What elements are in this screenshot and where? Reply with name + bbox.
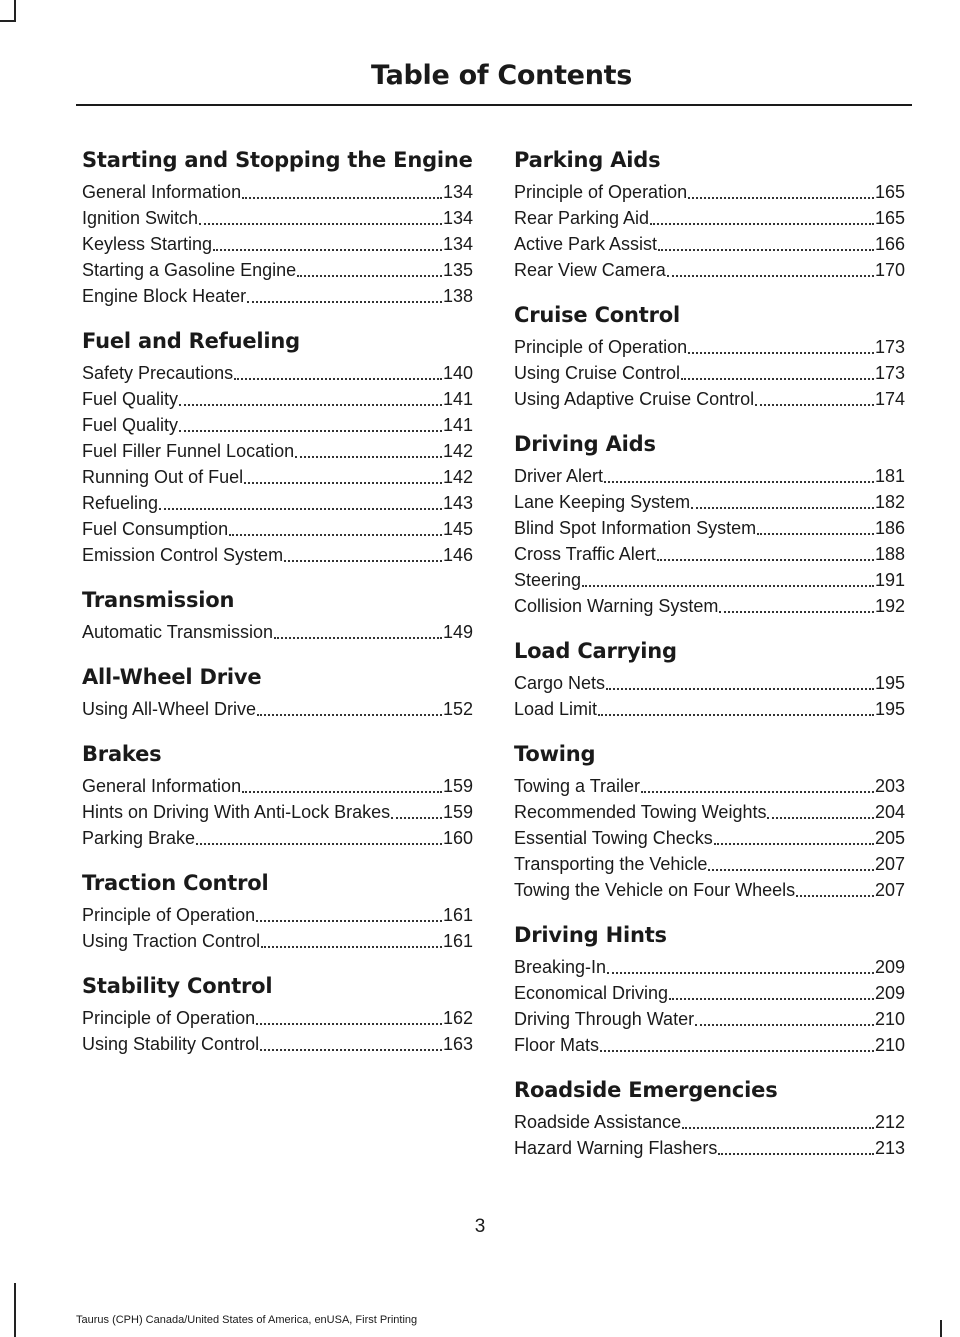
toc-entry-page: 182 bbox=[874, 492, 905, 512]
toc-entry-page: 134 bbox=[442, 182, 473, 202]
toc-entry[interactable] bbox=[514, 1109, 905, 1135]
toc-entry-page: 165 bbox=[874, 208, 905, 228]
dot-leader bbox=[274, 631, 442, 639]
toc-section bbox=[82, 871, 473, 954]
dot-leader bbox=[598, 708, 874, 716]
toc-entry[interactable] bbox=[82, 516, 473, 542]
toc-entry-page: 159 bbox=[442, 802, 473, 822]
toc-section bbox=[514, 303, 905, 412]
footer-text: Taurus (CPH) Canada/United States of America, enUSA, First Printing bbox=[76, 1314, 418, 1326]
toc-entry-page: 141 bbox=[442, 389, 473, 409]
dot-leader bbox=[295, 450, 442, 458]
toc-entry[interactable] bbox=[82, 179, 473, 205]
toc-entry[interactable] bbox=[514, 799, 905, 825]
dot-leader bbox=[199, 217, 442, 225]
toc-entry-page: 210 bbox=[874, 1035, 905, 1055]
toc-entry-page: 138 bbox=[442, 286, 473, 306]
toc-entry[interactable] bbox=[82, 438, 473, 464]
toc-section bbox=[82, 742, 473, 851]
toc-entry-label: Floor Mats bbox=[514, 1035, 600, 1055]
toc-entry-page: 159 bbox=[442, 776, 473, 796]
toc-entry[interactable] bbox=[514, 489, 905, 515]
toc-entry[interactable] bbox=[514, 334, 905, 360]
dot-leader bbox=[261, 940, 442, 948]
section-heading: Transmission bbox=[82, 588, 235, 612]
toc-entry-page: 143 bbox=[442, 493, 473, 513]
toc-entry[interactable] bbox=[82, 464, 473, 490]
toc-entry[interactable] bbox=[514, 1135, 905, 1161]
toc-entry[interactable] bbox=[82, 619, 473, 645]
dot-leader bbox=[641, 785, 874, 793]
toc-section bbox=[82, 148, 473, 309]
toc-entry-label: Automatic Transmission bbox=[82, 622, 274, 642]
toc-entry-label: Ignition Switch bbox=[82, 208, 199, 228]
toc-right-column bbox=[514, 148, 905, 1181]
dot-leader bbox=[229, 528, 442, 536]
section-heading: Cruise Control bbox=[514, 303, 680, 327]
dot-leader bbox=[297, 269, 442, 277]
toc-entry-page: 207 bbox=[874, 854, 905, 874]
toc-entry-page: 135 bbox=[442, 260, 473, 280]
section-heading: Parking Aids bbox=[514, 148, 661, 172]
toc-entry[interactable] bbox=[514, 851, 905, 877]
toc-entry[interactable] bbox=[82, 231, 473, 257]
toc-entry-page: 203 bbox=[874, 776, 905, 796]
toc-entry-label: Breaking-In bbox=[514, 957, 607, 977]
dot-leader bbox=[242, 785, 442, 793]
toc-entry[interactable] bbox=[514, 1032, 905, 1058]
section-heading: Towing bbox=[514, 742, 596, 766]
section-heading: Traction Control bbox=[82, 871, 269, 895]
dot-leader bbox=[767, 811, 873, 819]
dot-leader bbox=[582, 579, 874, 587]
toc-entry-page: 142 bbox=[442, 467, 473, 487]
toc-entry-label: Starting a Gasoline Engine bbox=[82, 260, 297, 280]
toc-entry-label: Cross Traffic Alert bbox=[514, 544, 656, 564]
toc-section bbox=[514, 742, 905, 903]
crop-mark-bottom-right bbox=[940, 1320, 942, 1337]
toc-entry-label: General Information bbox=[82, 776, 242, 796]
dot-leader bbox=[606, 682, 874, 690]
toc-entry-label: Rear Parking Aid bbox=[514, 208, 650, 228]
toc-entry-page: 173 bbox=[874, 337, 905, 357]
section-heading: Stability Control bbox=[82, 974, 273, 998]
toc-entry-label: Using Stability Control bbox=[82, 1034, 260, 1054]
dot-leader bbox=[159, 502, 442, 510]
dot-leader bbox=[688, 346, 874, 354]
header-divider bbox=[76, 104, 912, 106]
toc-entry-label: Collision Warning System bbox=[514, 596, 719, 616]
dot-leader bbox=[796, 889, 874, 897]
dot-leader bbox=[682, 1121, 874, 1129]
toc-entry-label: Fuel Quality bbox=[82, 415, 179, 435]
toc-entry-page: 210 bbox=[874, 1009, 905, 1029]
dot-leader bbox=[658, 243, 874, 251]
toc-entry[interactable] bbox=[514, 463, 905, 489]
toc-entry-label: Towing the Vehicle on Four Wheels bbox=[514, 880, 796, 900]
toc-entry[interactable] bbox=[514, 877, 905, 903]
crop-mark-bottom-left bbox=[14, 1283, 16, 1337]
toc-entry-page: 212 bbox=[874, 1112, 905, 1132]
dot-leader bbox=[256, 914, 442, 922]
toc-entry-label: Steering bbox=[514, 570, 582, 590]
dot-leader bbox=[260, 1043, 442, 1051]
dot-leader bbox=[604, 475, 874, 483]
toc-entry-label: Rear View Camera bbox=[514, 260, 666, 280]
toc-entry[interactable] bbox=[514, 231, 905, 257]
dot-leader bbox=[247, 295, 442, 303]
dot-leader bbox=[284, 554, 442, 562]
toc-section bbox=[514, 1078, 905, 1161]
toc-entry[interactable] bbox=[514, 257, 905, 283]
toc-entry-page: 207 bbox=[874, 880, 905, 900]
page-number: 3 bbox=[474, 1216, 486, 1237]
toc-entry-label: Towing a Trailer bbox=[514, 776, 641, 796]
dot-leader bbox=[256, 1017, 442, 1025]
dot-leader bbox=[755, 398, 874, 406]
toc-entry-page: 140 bbox=[442, 363, 473, 383]
toc-entry-label: General Information bbox=[82, 182, 242, 202]
toc-entry[interactable] bbox=[514, 386, 905, 412]
toc-entry[interactable] bbox=[514, 825, 905, 851]
toc-entry[interactable] bbox=[514, 670, 905, 696]
toc-entry-page: 173 bbox=[874, 363, 905, 383]
toc-entry-page: 191 bbox=[874, 570, 905, 590]
toc-entry[interactable] bbox=[82, 257, 473, 283]
toc-section bbox=[514, 148, 905, 283]
toc-entry-label: Recommended Towing Weights bbox=[514, 802, 767, 822]
toc-entry[interactable] bbox=[82, 773, 473, 799]
dot-leader bbox=[718, 1147, 874, 1155]
toc-entry[interactable] bbox=[514, 205, 905, 231]
toc-entry-label: Driving Through Water bbox=[514, 1009, 695, 1029]
toc-entry[interactable] bbox=[82, 825, 473, 851]
toc-entry-label: Using Adaptive Cruise Control bbox=[514, 389, 755, 409]
toc-entry-label: Fuel Quality bbox=[82, 389, 179, 409]
toc-entry-page: 134 bbox=[442, 208, 473, 228]
toc-entry[interactable] bbox=[82, 1005, 473, 1031]
dot-leader bbox=[607, 966, 874, 974]
toc-entry-label: Parking Brake bbox=[82, 828, 196, 848]
dot-leader bbox=[600, 1044, 874, 1052]
toc-entry-label: Emission Control System bbox=[82, 545, 284, 565]
toc-entry[interactable] bbox=[514, 179, 905, 205]
toc-entry[interactable] bbox=[82, 696, 473, 722]
section-heading: Load Carrying bbox=[514, 639, 677, 663]
toc-entry-page: 141 bbox=[442, 415, 473, 435]
toc-entry-label: Principle of Operation bbox=[514, 182, 688, 202]
toc-entry-page: 160 bbox=[442, 828, 473, 848]
dot-leader bbox=[667, 269, 874, 277]
toc-entry-page: 161 bbox=[442, 905, 473, 925]
toc-entry-label: Safety Precautions bbox=[82, 363, 234, 383]
dot-leader bbox=[688, 191, 874, 199]
dot-leader bbox=[650, 217, 874, 225]
toc-entry-label: Using Cruise Control bbox=[514, 363, 681, 383]
toc-entry[interactable] bbox=[82, 283, 473, 309]
toc-section bbox=[514, 432, 905, 619]
toc-entry[interactable] bbox=[82, 1031, 473, 1057]
toc-entry-label: Driver Alert bbox=[514, 466, 604, 486]
dot-leader bbox=[719, 605, 874, 613]
section-heading: Driving Aids bbox=[514, 432, 656, 456]
toc-entry-page: 209 bbox=[874, 957, 905, 977]
toc-entry-page: 146 bbox=[442, 545, 473, 565]
toc-entry-label: Principle of Operation bbox=[514, 337, 688, 357]
dot-leader bbox=[242, 191, 442, 199]
toc-entry-label: Cargo Nets bbox=[514, 673, 606, 693]
dot-leader bbox=[691, 501, 874, 509]
dot-leader bbox=[681, 372, 874, 380]
dot-leader bbox=[179, 424, 442, 432]
section-heading: Starting and Stopping the Engine bbox=[82, 148, 473, 172]
dot-leader bbox=[391, 811, 442, 819]
toc-entry[interactable] bbox=[82, 412, 473, 438]
toc-entry-page: 209 bbox=[874, 983, 905, 1003]
toc-entry[interactable] bbox=[514, 773, 905, 799]
toc-entry-label: Load Limit bbox=[514, 699, 598, 719]
toc-entry-label: Principle of Operation bbox=[82, 1008, 256, 1028]
toc-entry-page: 195 bbox=[874, 673, 905, 693]
toc-entry-page: 174 bbox=[874, 389, 905, 409]
toc-entry[interactable] bbox=[514, 980, 905, 1006]
toc-entry[interactable] bbox=[82, 799, 473, 825]
toc-entry[interactable] bbox=[82, 205, 473, 231]
toc-entry[interactable] bbox=[514, 360, 905, 386]
toc-entry-label: Roadside Assistance bbox=[514, 1112, 682, 1132]
dot-leader bbox=[179, 398, 442, 406]
toc-entry-label: Running Out of Fuel bbox=[82, 467, 244, 487]
toc-entry-label: Principle of Operation bbox=[82, 905, 256, 925]
toc-entry-page: 205 bbox=[874, 828, 905, 848]
toc-entry-page: 170 bbox=[874, 260, 905, 280]
toc-entry[interactable] bbox=[514, 1006, 905, 1032]
section-heading: Fuel and Refueling bbox=[82, 329, 300, 353]
toc-entry[interactable] bbox=[82, 386, 473, 412]
dot-leader bbox=[708, 863, 874, 871]
toc-entry-page: 134 bbox=[442, 234, 473, 254]
toc-section bbox=[82, 329, 473, 568]
section-heading: Roadside Emergencies bbox=[514, 1078, 778, 1102]
toc-entry-label: Active Park Assist bbox=[514, 234, 658, 254]
dot-leader bbox=[196, 837, 442, 845]
toc-section bbox=[514, 923, 905, 1058]
toc-entry-page: 188 bbox=[874, 544, 905, 564]
section-heading: Driving Hints bbox=[514, 923, 667, 947]
dot-leader bbox=[714, 837, 874, 845]
toc-entry[interactable] bbox=[514, 593, 905, 619]
toc-entry-label: Essential Towing Checks bbox=[514, 828, 713, 848]
toc-entry-page: 186 bbox=[874, 518, 905, 538]
toc-entry[interactable] bbox=[82, 902, 473, 928]
dot-leader bbox=[257, 708, 442, 716]
toc-entry-page: 213 bbox=[874, 1138, 905, 1158]
toc-entry-label: Keyless Starting bbox=[82, 234, 213, 254]
toc-entry-page: 165 bbox=[874, 182, 905, 202]
toc-entry[interactable] bbox=[82, 928, 473, 954]
toc-section bbox=[82, 974, 473, 1057]
toc-entry-label: Using All-Wheel Drive bbox=[82, 699, 257, 719]
section-heading: Brakes bbox=[82, 742, 162, 766]
toc-entry[interactable] bbox=[514, 515, 905, 541]
toc-entry[interactable] bbox=[82, 542, 473, 568]
toc-entry-label: Hints on Driving With Anti-Lock Brakes bbox=[82, 802, 391, 822]
dot-leader bbox=[234, 372, 442, 380]
dot-leader bbox=[213, 243, 442, 251]
toc-entry[interactable] bbox=[514, 696, 905, 722]
dot-leader bbox=[695, 1018, 874, 1026]
toc-entry-page: 195 bbox=[874, 699, 905, 719]
toc-entry-page: 145 bbox=[442, 519, 473, 539]
toc-entry-label: Using Traction Control bbox=[82, 931, 261, 951]
dot-leader bbox=[657, 553, 874, 561]
toc-section bbox=[514, 639, 905, 722]
toc-entry-page: 152 bbox=[442, 699, 473, 719]
toc-entry-label: Blind Spot Information System bbox=[514, 518, 757, 538]
toc-entry[interactable] bbox=[514, 567, 905, 593]
crop-mark-top-left bbox=[14, 0, 16, 22]
toc-entry-label: Economical Driving bbox=[514, 983, 669, 1003]
toc-entry-page: 163 bbox=[442, 1034, 473, 1054]
toc-entry[interactable] bbox=[82, 490, 473, 516]
toc-entry[interactable] bbox=[514, 954, 905, 980]
dot-leader bbox=[757, 527, 874, 535]
toc-entry-label: Hazard Warning Flashers bbox=[514, 1138, 718, 1158]
crop-mark-top-left-horizontal bbox=[0, 20, 16, 22]
toc-section bbox=[82, 665, 473, 722]
toc-entry-label: Fuel Filler Funnel Location bbox=[82, 441, 295, 461]
toc-entry-label: Engine Block Heater bbox=[82, 286, 247, 306]
toc-entry-page: 142 bbox=[442, 441, 473, 461]
toc-entry-page: 149 bbox=[442, 622, 473, 642]
toc-entry-label: Fuel Consumption bbox=[82, 519, 229, 539]
toc-entry-label: Transporting the Vehicle bbox=[514, 854, 708, 874]
toc-entry-label: Lane Keeping System bbox=[514, 492, 691, 512]
dot-leader bbox=[669, 992, 874, 1000]
section-heading: All-Wheel Drive bbox=[82, 665, 262, 689]
page-title: Table of Contents bbox=[370, 60, 632, 91]
toc-entry-page: 192 bbox=[874, 596, 905, 616]
toc-entry-page: 166 bbox=[874, 234, 905, 254]
toc-entry-page: 161 bbox=[442, 931, 473, 951]
toc-entry-page: 162 bbox=[442, 1008, 473, 1028]
toc-entry[interactable] bbox=[514, 541, 905, 567]
toc-left-column bbox=[82, 148, 473, 1077]
toc-entry-page: 181 bbox=[874, 466, 905, 486]
toc-section bbox=[82, 588, 473, 645]
toc-entry-label: Refueling bbox=[82, 493, 159, 513]
dot-leader bbox=[244, 476, 442, 484]
toc-entry-page: 204 bbox=[874, 802, 905, 822]
toc-entry[interactable] bbox=[82, 360, 473, 386]
